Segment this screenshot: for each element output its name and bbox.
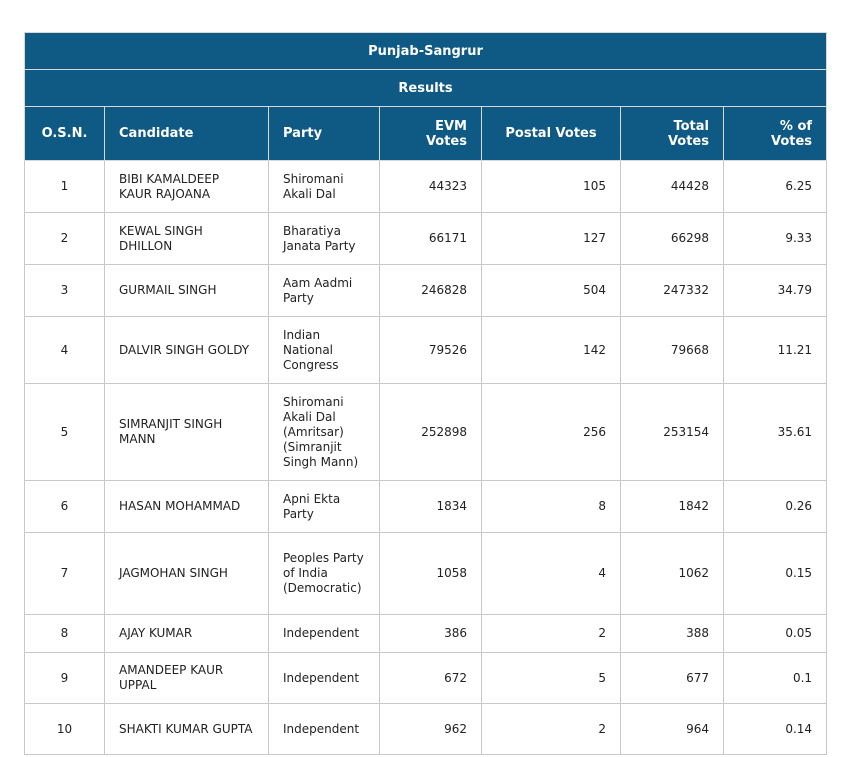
- cell-total-votes: 253154: [621, 384, 724, 481]
- cell-candidate: DALVIR SINGH GOLDY: [105, 317, 269, 384]
- table-row: [25, 161, 827, 213]
- cell-postal-votes: 142: [482, 317, 621, 384]
- cell-osn: 1: [25, 161, 105, 213]
- cell-party: Aam Aadmi Party: [269, 265, 380, 317]
- cell-party: Apni Ekta Party: [269, 481, 380, 533]
- cell-total-votes: 677: [621, 653, 724, 704]
- results-header-row: [25, 70, 827, 107]
- cell-candidate: AJAY KUMAR: [105, 615, 269, 653]
- cell-postal-votes: 256: [482, 384, 621, 481]
- cell-osn: 10: [25, 704, 105, 755]
- cell-pct-votes: 6.25: [724, 161, 827, 213]
- cell-total-votes: 964: [621, 704, 724, 755]
- cell-evm-votes: 79526: [380, 317, 482, 384]
- table-row: [25, 533, 827, 615]
- cell-pct-votes: 34.79: [724, 265, 827, 317]
- table-row: [25, 384, 827, 481]
- cell-evm-votes: 1834: [380, 481, 482, 533]
- cell-osn: 3: [25, 265, 105, 317]
- cell-pct-votes: 0.1: [724, 653, 827, 704]
- cell-party: Indian National Congress: [269, 317, 380, 384]
- table-row: [25, 481, 827, 533]
- cell-candidate: HASAN MOHAMMAD: [105, 481, 269, 533]
- table-row: [25, 653, 827, 704]
- cell-candidate: KEWAL SINGH DHILLON: [105, 213, 269, 265]
- cell-postal-votes: 504: [482, 265, 621, 317]
- cell-evm-votes: 386: [380, 615, 482, 653]
- cell-pct-votes: 11.21: [724, 317, 827, 384]
- cell-total-votes: 79668: [621, 317, 724, 384]
- cell-osn: 9: [25, 653, 105, 704]
- col-header-party: Party: [269, 107, 380, 161]
- cell-party: Bharatiya Janata Party: [269, 213, 380, 265]
- cell-postal-votes: 2: [482, 615, 621, 653]
- cell-total-votes: 1842: [621, 481, 724, 533]
- cell-evm-votes: 252898: [380, 384, 482, 481]
- cell-total-votes: 247332: [621, 265, 724, 317]
- cell-evm-votes: 962: [380, 704, 482, 755]
- cell-pct-votes: 9.33: [724, 213, 827, 265]
- cell-osn: 7: [25, 533, 105, 615]
- cell-osn: 5: [25, 384, 105, 481]
- cell-postal-votes: 8: [482, 481, 621, 533]
- constituency-title: Punjab-Sangrur: [25, 33, 827, 70]
- cell-pct-votes: 0.26: [724, 481, 827, 533]
- cell-postal-votes: 4: [482, 533, 621, 615]
- results-title: Results: [25, 70, 827, 107]
- cell-party: Shiromani Akali Dal: [269, 161, 380, 213]
- cell-postal-votes: 127: [482, 213, 621, 265]
- cell-postal-votes: 5: [482, 653, 621, 704]
- cell-evm-votes: 44323: [380, 161, 482, 213]
- cell-postal-votes: 2: [482, 704, 621, 755]
- col-header-total-votes: Total Votes: [621, 107, 724, 161]
- cell-total-votes: 1062: [621, 533, 724, 615]
- cell-total-votes: 66298: [621, 213, 724, 265]
- table-row: [25, 213, 827, 265]
- cell-evm-votes: 246828: [380, 265, 482, 317]
- cell-candidate: SHAKTI KUMAR GUPTA: [105, 704, 269, 755]
- table-row: [25, 317, 827, 384]
- col-header-osn: O.S.N.: [25, 107, 105, 161]
- cell-evm-votes: 1058: [380, 533, 482, 615]
- cell-party: Independent: [269, 615, 380, 653]
- constituency-header-row: [25, 33, 827, 70]
- cell-party: Peoples Party of India (Democratic): [269, 533, 380, 615]
- cell-party: Shiromani Akali Dal (Amritsar)(Simranjit Singh Mann): [269, 384, 380, 481]
- cell-pct-votes: 0.14: [724, 704, 827, 755]
- col-header-pct-votes: % of Votes: [724, 107, 827, 161]
- cell-candidate: JAGMOHAN SINGH: [105, 533, 269, 615]
- cell-osn: 2: [25, 213, 105, 265]
- table-row: [25, 265, 827, 317]
- cell-candidate: GURMAIL SINGH: [105, 265, 269, 317]
- cell-total-votes: 388: [621, 615, 724, 653]
- cell-osn: 4: [25, 317, 105, 384]
- cell-postal-votes: 105: [482, 161, 621, 213]
- cell-pct-votes: 0.05: [724, 615, 827, 653]
- col-header-evm-votes: EVM Votes: [380, 107, 482, 161]
- cell-pct-votes: 0.15: [724, 533, 827, 615]
- cell-party: Independent: [269, 704, 380, 755]
- cell-evm-votes: 66171: [380, 213, 482, 265]
- column-header-row: [25, 107, 827, 161]
- cell-candidate: BIBI KAMALDEEP KAUR RAJOANA: [105, 161, 269, 213]
- table-row: [25, 615, 827, 653]
- cell-candidate: AMANDEEP KAUR UPPAL: [105, 653, 269, 704]
- results-table: [24, 32, 827, 755]
- cell-total-votes: 44428: [621, 161, 724, 213]
- results-panel: [24, 32, 826, 755]
- col-header-candidate: Candidate: [105, 107, 269, 161]
- cell-pct-votes: 35.61: [724, 384, 827, 481]
- cell-evm-votes: 672: [380, 653, 482, 704]
- cell-party: Independent: [269, 653, 380, 704]
- table-row: [25, 704, 827, 755]
- cell-osn: 8: [25, 615, 105, 653]
- col-header-postal-votes: Postal Votes: [482, 107, 621, 161]
- cell-candidate: SIMRANJIT SINGH MANN: [105, 384, 269, 481]
- cell-osn: 6: [25, 481, 105, 533]
